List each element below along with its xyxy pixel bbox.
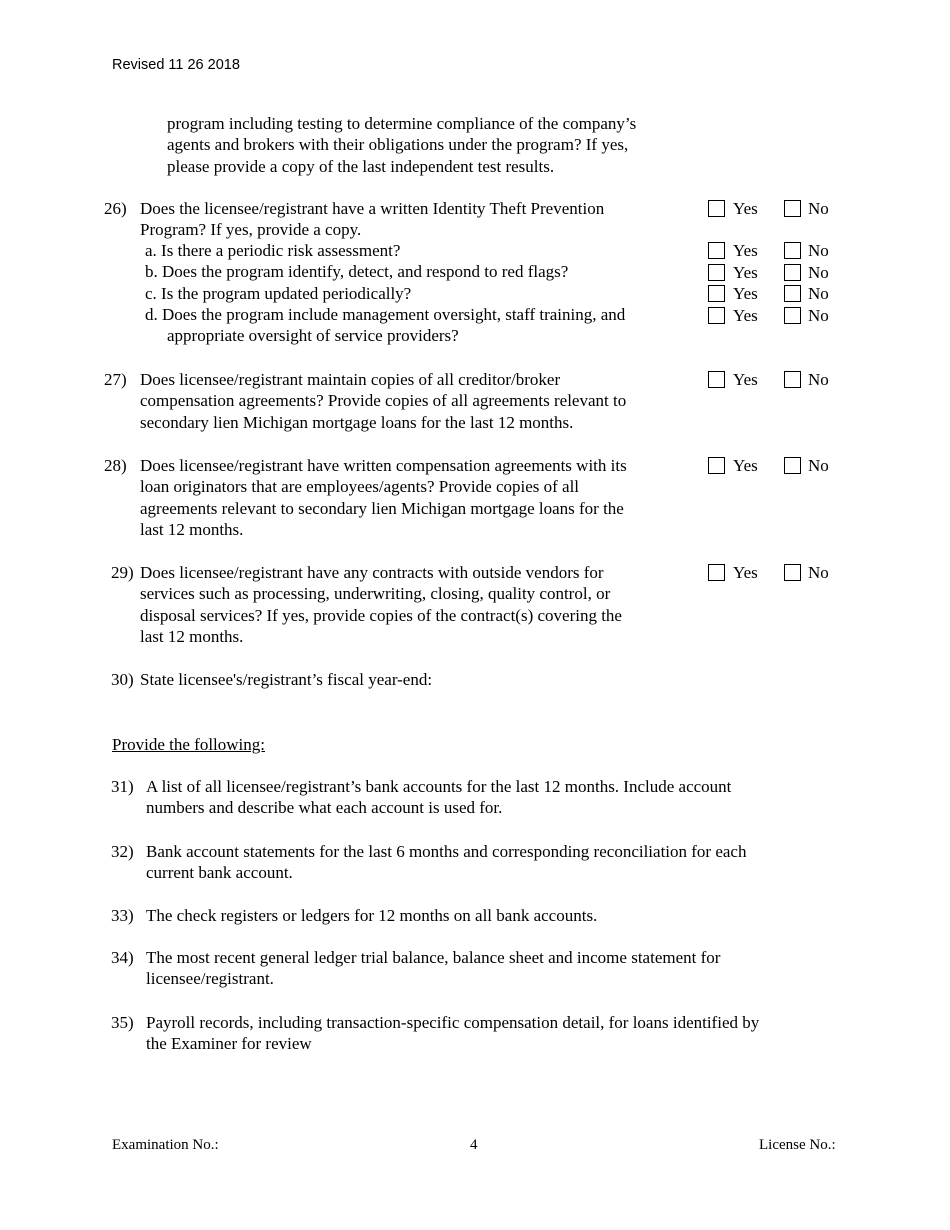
- yes-label: Yes: [733, 306, 758, 325]
- sub-question-c: c. Is the program updated periodically?: [145, 283, 412, 303]
- question-text: last 12 months.: [140, 519, 244, 539]
- question-text: Does licensee/registrant maintain copies of all creditor/broker: [140, 370, 561, 389]
- no-label: No: [808, 456, 829, 475]
- item-number: 31): [111, 777, 134, 796]
- item-text: Payroll records, including transaction-specific compensation detail, for loans identified by: [146, 1013, 760, 1032]
- item-text: the Examiner for review: [146, 1034, 312, 1054]
- q26c-yes-checkbox[interactable]: [708, 285, 725, 302]
- item-number: 33): [111, 906, 134, 925]
- item-number: 35): [111, 1013, 134, 1032]
- question-text: Does the licensee/registrant have a written Identity Theft Prevention: [140, 199, 605, 218]
- no-label: No: [808, 284, 829, 303]
- sub-question-d: d. Does the program include management oversight, staff training, and: [145, 304, 626, 324]
- revised-date: Revised 11 26 2018: [112, 57, 240, 73]
- item-number: 34): [111, 948, 134, 967]
- q26-no-checkbox[interactable]: [784, 200, 801, 217]
- q26-yes-checkbox[interactable]: [708, 200, 725, 217]
- q26a-no-checkbox[interactable]: [784, 242, 801, 259]
- item-text: Bank account statements for the last 6 months and corresponding reconciliation for each: [146, 842, 747, 861]
- no-label: No: [808, 263, 829, 282]
- item-text: numbers and describe what each account is used for.: [146, 798, 503, 818]
- q26c-no-checkbox[interactable]: [784, 285, 801, 302]
- q28-no-checkbox[interactable]: [784, 457, 801, 474]
- yes-label: Yes: [733, 563, 758, 582]
- no-label: No: [808, 306, 829, 325]
- question-text: loan originators that are employees/agents? Provide copies of all: [140, 477, 580, 497]
- no-label: No: [808, 563, 829, 582]
- q26d-no-checkbox[interactable]: [784, 307, 801, 324]
- q28-yes-checkbox[interactable]: [708, 457, 725, 474]
- section-heading: Provide the following:: [112, 735, 265, 754]
- question-number: 30): [111, 670, 134, 689]
- question-text: services such as processing, underwriting, closing, quality control, or: [140, 584, 611, 604]
- question-number: 27): [104, 370, 127, 389]
- question-text: State licensee's/registrant’s fiscal year-end:: [140, 670, 433, 689]
- footer-examination-no: Examination No.:: [112, 1137, 219, 1153]
- question-text: Does licensee/registrant have written compensation agreements with its: [140, 456, 627, 475]
- yes-label: Yes: [733, 456, 758, 475]
- question-text: Does licensee/registrant have any contracts with outside vendors for: [140, 563, 604, 582]
- footer-license-no: License No.:: [759, 1137, 836, 1153]
- q29-no-checkbox[interactable]: [784, 564, 801, 581]
- q26a-yes-checkbox[interactable]: [708, 242, 725, 259]
- question-text: compensation agreements? Provide copies of all agreements relevant to: [140, 391, 627, 411]
- no-label: No: [808, 241, 829, 260]
- continuation-text: program including testing to determine compliance of the company’s agents and brokers with their obligations under the program? If yes, please provide a copy of the last independent test results.: [167, 114, 637, 176]
- yes-label: Yes: [733, 241, 758, 260]
- item-text: current bank account.: [146, 863, 293, 883]
- q26d-yes-checkbox[interactable]: [708, 307, 725, 324]
- item-number: 32): [111, 842, 134, 861]
- no-label: No: [808, 370, 829, 389]
- item-text: A list of all licensee/registrant’s bank accounts for the last 12 months. Include account: [146, 777, 732, 796]
- q29-yes-checkbox[interactable]: [708, 564, 725, 581]
- question-text: last 12 months.: [140, 626, 244, 646]
- yes-label: Yes: [733, 370, 758, 389]
- question-number: 26): [104, 199, 127, 218]
- sub-question-b: b. Does the program identify, detect, and respond to red flags?: [145, 262, 569, 282]
- question-text: agreements relevant to secondary lien Michigan mortgage loans for the: [140, 498, 624, 518]
- yes-label: Yes: [733, 284, 758, 303]
- question-text: disposal services? If yes, provide copies of the contract(s) covering the: [140, 605, 622, 625]
- q26b-no-checkbox[interactable]: [784, 264, 801, 281]
- item-text: licensee/registrant.: [146, 969, 274, 989]
- item-text: The check registers or ledgers for 12 months on all bank accounts.: [146, 906, 598, 925]
- yes-label: Yes: [733, 199, 758, 218]
- sub-question-a: a. Is there a periodic risk assessment?: [145, 241, 401, 260]
- item-text: The most recent general ledger trial balance, balance sheet and income statement for: [146, 948, 721, 967]
- sub-question-d-cont: appropriate oversight of service providers?: [167, 326, 459, 346]
- yes-label: Yes: [733, 263, 758, 282]
- footer-page-number: 4: [470, 1137, 478, 1153]
- no-label: No: [808, 199, 829, 218]
- question-number: 29): [111, 563, 134, 582]
- question-number: 28): [104, 456, 127, 475]
- question-text: Program? If yes, provide a copy.: [140, 220, 362, 240]
- question-text: secondary lien Michigan mortgage loans for the last 12 months.: [140, 412, 574, 432]
- q26b-yes-checkbox[interactable]: [708, 264, 725, 281]
- q27-no-checkbox[interactable]: [784, 371, 801, 388]
- q27-yes-checkbox[interactable]: [708, 371, 725, 388]
